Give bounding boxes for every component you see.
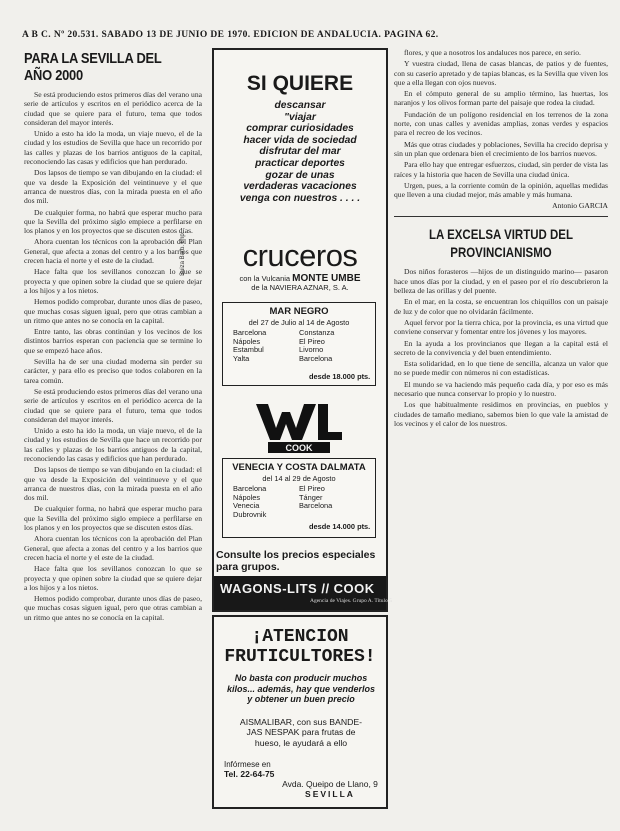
ad-company [220,275,380,292]
side-credit [178,218,188,278]
trip-price: desde 18.000 pts. [309,372,371,381]
cruceros-ad [212,48,392,612]
left-article-paragraph: Unido a esto ha ido la moda, un viaje nuevo, el de la ciudad y los estudios de Sevilla que hace un recorrido por las calles y plazas de los barrios antiguos de la capital, reconociendo las casas y edificios que han perdurado. [24,129,202,167]
side-credit-text: Suiza Barb. Imp. [180,231,186,276]
right-article-headline: LA EXCELSA VIRTUD DEL PROVINCIANISMO [429,226,573,261]
port: Nápoles [233,492,261,502]
atencion-body: No basta con producir muchos kilos... además, hay que venderlos y obtener un buen precio [226,673,376,705]
wl-cook-logo [222,396,374,454]
port: Yalta [233,353,250,363]
right-article-paragraph: En el mar, en la costa, se encuentran los chiquillos con un paisaje de luz y de color que no olvidarán fácilmente. [394,297,608,316]
info-label: Infórmese en [224,760,271,769]
atencion-title-line: ¡ATENCION [251,627,349,647]
right-article-paragraph: Esta solidaridad, en lo que tiene de sencilla, alcanza un valor que no se puede medir con números ni con estadísticas. [394,359,608,378]
atencion-title-line: FRUTICULTORES! [224,647,376,667]
left-article-paragraph: Dos lapsos de tiempo se van dibujando en la ciudad: el que va desde la Exposición del veintinueve y el que arranca de nuestros días, con la mirada puesta en el año dos mil. [24,465,202,503]
ports-column [233,329,299,363]
left-article-paragraph: Hace falta que los sevillanos conozcan lo que se proyecta y que opinen sobre la ciudad que se quiere dejar a los hijos y a los nietos. [24,267,202,295]
port: Barcelona [233,484,267,493]
slogan-line: practicar deportes [255,157,345,169]
trip-box-venecia [222,458,376,538]
slogan-line: descansar [274,100,326,111]
slogan-line: gozar de unas [265,169,335,181]
svg-text:COOK: COOK [285,443,313,453]
contact-info [224,760,274,779]
right-article-paragraph: flores, y que a nosotros los andaluces nos parece, en serio. [404,48,581,57]
right-article-paragraph: En el cómputo general de su amplio término, las huertas, los naranjos y los olivos forman parte del paisaje que rodea la ciudad. [394,89,608,108]
left-article-paragraph: Dos lapsos de tiempo se van dibujando en la ciudad: el que va desde la Exposición del veintinueve y el que arranca de nuestros días, con la mirada puesta en el año dos mil. [24,168,202,206]
port: Livorno [299,345,324,355]
trip-dates: del 27 de Julio al 14 de Agosto [248,318,350,327]
port: Dubrovnik [233,509,267,519]
port: El Pireo [299,336,325,346]
divider [394,216,608,217]
trip-price: desde 14.000 pts. [309,522,371,531]
right-article-paragraph: Y vuestra ciudad, llena de casas blancas, de patios y de fuentes, con su caserío apretado y de tapias blancas, es la Sevilla que viven los que a ella llegan con ojos nuevos. [394,59,608,87]
port: Tánger [299,492,323,502]
left-article-paragraph: Ahora cuentan los técnicos con la aprobación del Plan General, que afecta a zonas del centro y a los barrios que crecen hacia el norte y el este de la ciudad. [24,237,202,266]
port: Barcelona [299,353,333,363]
right-article-paragraph: Fundación de un polígono residencial en los terrenos de la zona norte, con unas calles y avenidas amplias, zonas verdes y espacios para el recreo de los vecinos. [394,109,608,138]
right-article-paragraph: En la ayuda a los provincianos que llegan a la capital está el secreto de la convivencia y del buen entendimiento. [394,338,608,357]
right-article-paragraph: El mundo se va haciendo más pequeño cada día, y por eso es más necesario que nunca conservar lo propio y lo nuestro. [394,379,608,399]
trip-ports [223,485,375,519]
left-article-paragraph: Se está produciendo estos primeros días del verano una serie de artículos y escritos en el periódico acerca de la ciudad que se quiere para el futuro, tema que todos consideran del mayor interés. [24,90,202,127]
left-article-paragraph: Hace falta que los sevillanos conozcan lo que se proyecta y que opinen sobre la ciudad que se quiere dejar a los hijos y a los nietos. [24,564,202,592]
trip-dates: del 14 al 29 de Agosto [262,474,336,483]
slogan-line: comprar curiosidades [246,123,354,135]
port: El Pireo [299,484,325,493]
right-article-paragraph: Los que habitualmente residimos en provincias, en pueblos y ciudades de tamaño mediano, sabemos bien lo que vale la amistad de los vecinos y el calor de los nuestros. [394,400,608,428]
wagons-lits-banner [214,576,392,610]
trip-ports [223,329,375,363]
product-line: JAS NESPAK para frutas de [246,727,356,738]
trip-title: VENECIA Y COSTA DALMATA [232,462,366,473]
left-article-headline: PARA LA SEVILLA DEL AÑO 2000 [24,50,162,84]
left-article-paragraph: De cualquier forma, no habrá que esperar mucho para que la Sevilla del próximo siglo empiece a perfilarse en los planos y en los proyectos que se discuten estos días. [24,207,202,236]
company-line: con la Vulcania [239,274,291,283]
atencion-title [214,627,386,667]
left-article-paragraph: Sevilla ha de ser una ciudad moderna sin perder su carácter, y para ello es preciso que todos colaboren en la tarea común. [24,357,202,385]
page-header: A B C. Nº 20.531. SABADO 13 DE JUNIO DE 1970. EDICION DE ANDALUCIA. PAGINA 62. [22,30,439,40]
atencion-product [226,717,376,748]
agency-line: Agencia de Viajes. Grupo A. Título 5 [310,598,392,604]
group-prices-note: Consulte los precios especiales para grupos. [216,549,376,573]
slogan-line: disfrutar del mar [259,146,341,158]
port: Barcelona [233,328,267,337]
port: Barcelona [299,501,333,511]
wagons-lits-logo: WAGONS-LITS // COOK [220,581,375,596]
ad-brand: cruceros [242,238,358,273]
port: Venecia [233,501,260,511]
address-block [280,779,380,799]
left-article-paragraph: Hemos podido comprobar, durante unos días de paseo, que muchas cosas siguen igual, pero que otras cambian a un ritmo que antes no se conocía en la capital. [24,594,202,622]
atencion-ad [212,615,388,809]
trip-title: MAR NEGRO [269,306,329,317]
slogan-line: "viajar [284,111,316,123]
company-line: de la NAVIERA AZNAR, S. A. [251,282,349,292]
port: Estambul [233,345,264,355]
right-article-paragraph: Urgen, pues, a la corriente común de la opinión, aquellas medidas que lleven a una ciudad mejor, más amable y más humana. [394,180,608,200]
left-article-paragraph: Hemos podido comprobar, durante unos días de paseo, que muchas cosas siguen igual, pero que otras cambian a un ritmo que antes no se conocía en la capital. [24,297,202,325]
right-column [394,48,608,828]
slogan-line: verdaderas vacaciones [243,181,357,193]
left-article-paragraph: Entre tanto, las obras continúan y los vecinos de los distintos barrios esperan con paciencia que se termine lo que se empezó hace años. [24,327,202,355]
street-address: Avda. Queipo de Llano, 9 [282,779,378,789]
right-article-paragraph: Aquel fervor por la tierra chica, por la provincia, es una virtud que conviene conservar y fomentar entre los jóvenes y los mayores. [394,317,608,337]
ports-column [233,485,299,519]
article-signature: Antonio GARCIA [552,201,608,211]
product-line: hueso, le ayudará a ello [254,737,348,748]
ad-slogan [228,100,372,204]
company-name: MONTE UMBE [292,273,361,284]
slogan-line: hacer vida de sociedad [243,134,357,146]
ports-column [299,485,365,519]
wl-cook-logo-icon [222,396,374,454]
phone-number: Tel. 22-64-75 [224,768,275,779]
left-article-paragraph: Se está produciendo estos primeros días del verano una serie de artículos y escritos en el periódico acerca de la ciudad que se quiere para el futuro, tema que todos consideran del mayor interés. [24,386,202,424]
slogan-line: venga con nuestros . . . . [239,192,361,204]
left-article [24,48,202,828]
left-article-paragraph: Unido a esto ha ido la moda, un viaje nuevo, el de la ciudad y los estudios de Sevilla que hace un recorrido por las calles y plazas de los barrios antiguos de la capital, reconociendo las casas y edificios que han perdurado. [24,426,202,463]
ports-column [299,329,365,363]
port: Constanza [299,328,335,337]
city-name: SEVILLA [305,789,355,799]
ad-headline: SI QUIERE [246,72,354,95]
trip-box-mar-negro [222,302,376,386]
left-article-paragraph: De cualquier forma, no habrá que esperar mucho para que la Sevilla del próximo siglo empiece a perfilarse en los planos y en los proyectos que se discuten estos días. [24,504,202,533]
right-article-paragraph: Más que otras ciudades y poblaciones, Sevilla ha crecido deprisa y sin un plan que ordenara bien el crecimiento de los barrios nuevos. [394,139,608,158]
right-article-paragraph: Dos niños forasteros —hijos de un distinguido marino— pasaron hace unos días por la ciudad, y en el paseo por el río descubrieron la belleza de las orillas y del puente. [394,267,608,296]
right-article-paragraph: Para ello hay que entregar esfuerzos, ciudad, sin perder de vista las raíces y la historia que hacen de Sevilla una ciudad única. [394,160,608,179]
product-line: AISMALIBAR, con sus BANDE- [239,717,363,727]
left-article-paragraph: Ahora cuentan los técnicos con la aprobación del Plan General, que afecta a zonas del centro y a los barrios que crecen hacia el norte y el este de la ciudad. [24,534,202,562]
port: Nápoles [233,336,261,346]
